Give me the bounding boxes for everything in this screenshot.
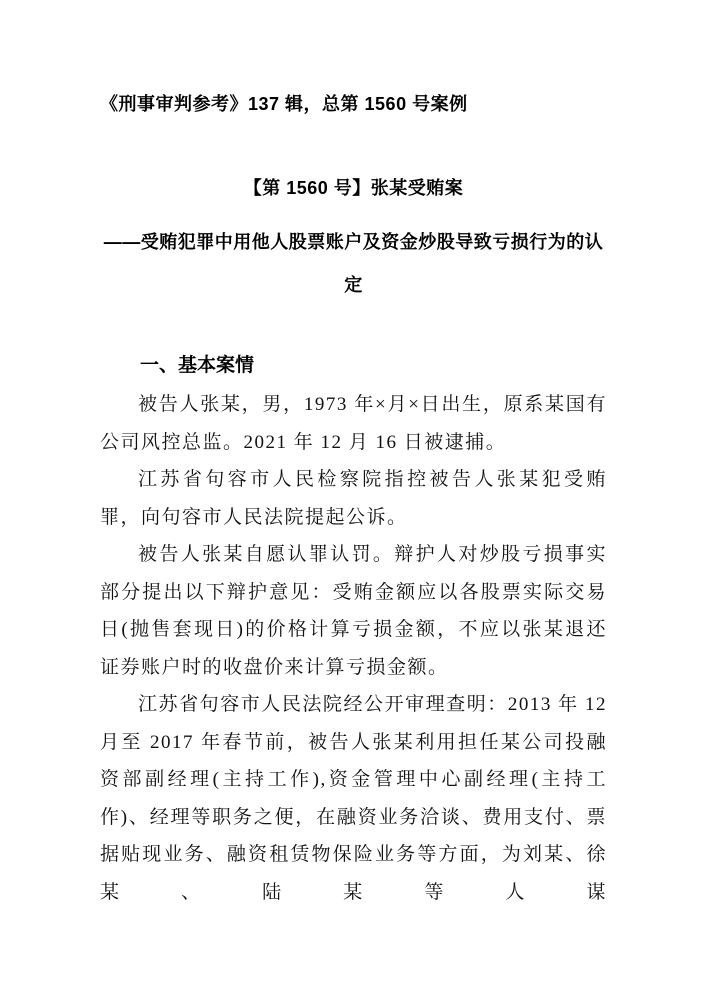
collection-reference: 《刑事审判参考》137 辑，总第 1560 号案例: [100, 94, 468, 114]
paragraph-defense-opinion: 被告人张某自愿认罪认罚。辩护人对炒股亏损事实部分提出以下辩护意见：受贿金额应以各股票实际交易日(抛售套现日)的价格计算亏损金额，不应以张某退还证券账户时的收盘价来计算亏损金额。: [100, 544, 607, 678]
document-body: [100, 386, 607, 911]
paragraph-defendant-info: 被告人张某，男，1973 年×月×日出生，原系某国有公司风控总监。2021 年 12 月 16 日被逮捕。: [100, 394, 607, 453]
case-title: 【第 1560 号】张某受贿案: [243, 178, 464, 198]
case-subtitle-line-2: 定: [344, 275, 363, 295]
case-subtitle: [100, 221, 607, 307]
section-heading-basic-facts: 一、基本案情: [140, 355, 255, 376]
paragraph-court-findings: 江苏省句容市人民法院经公开审理查明：2013 年 12 月至 2017 年春节前，被告人张某利用担任某公司投融资部副经理(主持工作),资金管理中心副经理(主持工作)、经理等职务之便，在融资业务洽谈、费用支付、票据贴现业务、融资租赁物保险业务等方面，为刘某、徐某、陆某等人谋: [100, 694, 607, 903]
paragraph-prosecution: 江苏省句容市人民检察院指控被告人张某犯受贿罪，向句容市人民法院提起公诉。: [100, 469, 607, 528]
case-subtitle-line-1: ——受贿犯罪中用他人股票账户及资金炒股导致亏损行为的认: [103, 232, 604, 252]
